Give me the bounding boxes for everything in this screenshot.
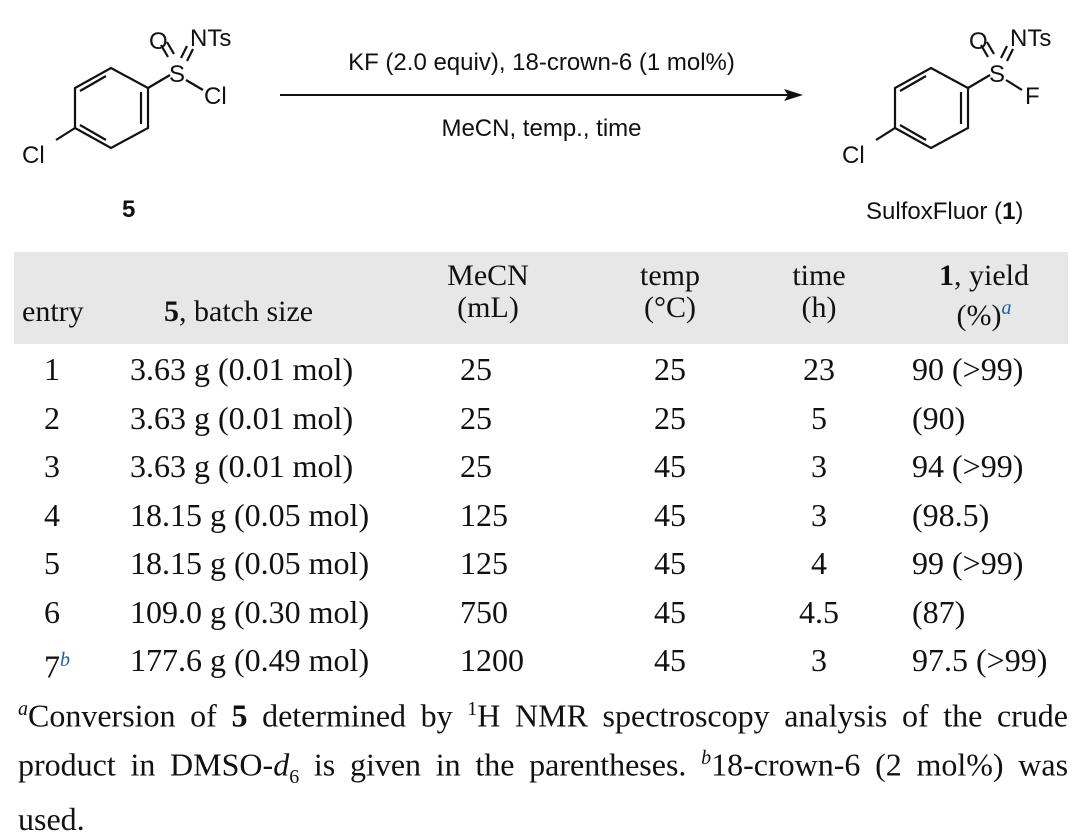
cell-batch: 3.63 g (0.01 mol) xyxy=(130,351,354,387)
cell-batch: 177.6 g (0.49 mol) xyxy=(130,642,370,678)
header-time xyxy=(769,260,869,324)
cell-mecn: 750 xyxy=(460,593,508,630)
header-temp xyxy=(620,260,720,324)
header-batch-text: , batch size xyxy=(179,295,314,328)
table-row xyxy=(14,636,1068,685)
footnote-a-compound: 5 xyxy=(231,697,248,734)
cell-entry xyxy=(44,636,70,691)
cell-time: 3 xyxy=(811,642,827,678)
cell-batch: 18.15 g (0.05 mol) xyxy=(130,496,370,533)
footnote-a-mark: a xyxy=(18,698,28,720)
header-entry: entry xyxy=(22,295,84,328)
header-yield xyxy=(914,260,1054,332)
product-sulfur-label: S xyxy=(989,61,1006,88)
footnote-a-isotope: 1 xyxy=(467,698,478,720)
cell-yield: (90) xyxy=(912,399,966,436)
footnote-a-text: H NMR spectroscopy analysis of the crude product in DMSO- xyxy=(18,697,1068,783)
results-table xyxy=(14,252,1068,685)
cell-mecn: 25 xyxy=(460,351,492,387)
cell-entry: 4 xyxy=(44,496,60,533)
cell-temp: 45 xyxy=(654,545,686,581)
table-row xyxy=(14,442,1068,491)
cell-yield: (98.5) xyxy=(912,496,990,533)
cell-mecn: 25 xyxy=(460,448,492,484)
reactant-nts-label: NTs xyxy=(190,25,232,52)
header-temp-line1: temp xyxy=(640,259,700,292)
cell-time: 4.5 xyxy=(799,593,839,630)
table-row xyxy=(14,539,1068,588)
reaction-arrow xyxy=(280,89,803,101)
cell-time: 23 xyxy=(803,351,835,387)
cell-entry-number: 7 xyxy=(44,648,60,685)
reaction-scheme xyxy=(0,0,1080,240)
cell-yield: 99 (>99) xyxy=(912,545,1024,581)
cell-temp: 45 xyxy=(654,496,686,533)
footnote-a-text: determined by xyxy=(247,697,468,734)
product-name: SulfoxFluor (1) xyxy=(866,198,1024,225)
cell-temp: 45 xyxy=(654,448,686,484)
reactant-aryl-chloro-label: Cl xyxy=(22,142,45,169)
conditions-above-arrow: KF (2.0 equiv), 18-crown-6 (1 mol%) xyxy=(348,49,735,76)
header-mecn xyxy=(438,260,538,324)
cell-mecn: 25 xyxy=(460,399,492,436)
table-row xyxy=(14,588,1068,637)
table-row xyxy=(14,491,1068,540)
reactant-oxygen-label: O xyxy=(149,28,168,55)
cell-entry: 1 xyxy=(44,351,60,387)
product-nts-label: NTs xyxy=(1010,25,1052,52)
table-row xyxy=(14,345,1068,394)
header-time-line1: time xyxy=(792,259,846,292)
header-temp-unit: (°C) xyxy=(644,291,696,324)
product-name-number: 1 xyxy=(1002,198,1016,225)
footnote-a-subscript: 6 xyxy=(289,765,300,788)
cell-entry: 3 xyxy=(44,448,60,484)
cell-yield: 97.5 (>99) xyxy=(912,642,1048,678)
cell-temp: 25 xyxy=(654,399,686,436)
cell-entry: 5 xyxy=(44,545,60,581)
product-benzene-ring xyxy=(876,42,1022,148)
cell-time: 3 xyxy=(811,448,827,484)
cell-yield: 90 (>99) xyxy=(912,351,1024,387)
header-yield-text: , yield xyxy=(954,259,1029,292)
header-batch-compound: 5 xyxy=(164,295,179,328)
header-yield-footnote-mark: a xyxy=(1001,297,1012,319)
cell-time: 3 xyxy=(811,496,827,533)
cell-temp: 45 xyxy=(654,593,686,630)
cell-batch: 3.63 g (0.01 mol) xyxy=(130,448,354,484)
header-batch-size xyxy=(164,296,354,328)
cell-entry: 6 xyxy=(44,593,60,630)
product-fluorine-label: F xyxy=(1025,83,1040,110)
table-header xyxy=(14,252,1068,344)
table-body xyxy=(14,344,1068,685)
cell-batch: 18.15 g (0.05 mol) xyxy=(130,545,370,581)
table-footnote xyxy=(18,688,1068,840)
reactant-compound-number: 5 xyxy=(122,196,136,223)
cell-entry-footnote-mark: b xyxy=(60,649,70,671)
reactant-sulfur-label: S xyxy=(169,61,186,88)
header-mecn-line1: MeCN xyxy=(447,259,529,292)
header-yield-unit: (%) xyxy=(956,299,1002,332)
header-mecn-unit: (mL) xyxy=(457,291,519,324)
cell-mecn: 1200 xyxy=(460,642,524,678)
cell-temp: 25 xyxy=(654,351,686,387)
cell-batch: 3.63 g (0.01 mol) xyxy=(130,399,354,436)
footnote-a-deuterium: d xyxy=(273,746,290,783)
cell-time: 5 xyxy=(811,399,827,436)
footnote-b-mark: b xyxy=(701,746,712,769)
cell-mecn: 125 xyxy=(460,496,508,533)
table-row xyxy=(14,394,1068,443)
cell-temp: 45 xyxy=(654,642,686,678)
conditions-below-arrow: MeCN, temp., time xyxy=(441,115,642,142)
cell-mecn: 125 xyxy=(460,545,508,581)
footnote-b-text: 18-crown-6 (2 mol%) was used. xyxy=(18,746,1069,837)
cell-yield: 94 (>99) xyxy=(912,448,1024,484)
cell-time: 4 xyxy=(811,545,827,581)
cell-yield: (87) xyxy=(912,593,966,630)
reactant-benzene-ring xyxy=(56,42,203,148)
product-name-text: SulfoxFluor xyxy=(866,198,988,225)
header-yield-compound: 1 xyxy=(939,259,954,292)
header-time-unit: (h) xyxy=(801,291,837,324)
footnote-a-text: Conversion of xyxy=(28,697,232,734)
reactant-chloride-label: Cl xyxy=(204,83,227,110)
product-aryl-chloro-label: Cl xyxy=(842,142,865,169)
footnote-a-text: is given in the parentheses. xyxy=(299,746,702,783)
cell-entry: 2 xyxy=(44,399,60,436)
cell-batch: 109.0 g (0.30 mol) xyxy=(130,593,370,630)
product-oxygen-label: O xyxy=(969,28,988,55)
